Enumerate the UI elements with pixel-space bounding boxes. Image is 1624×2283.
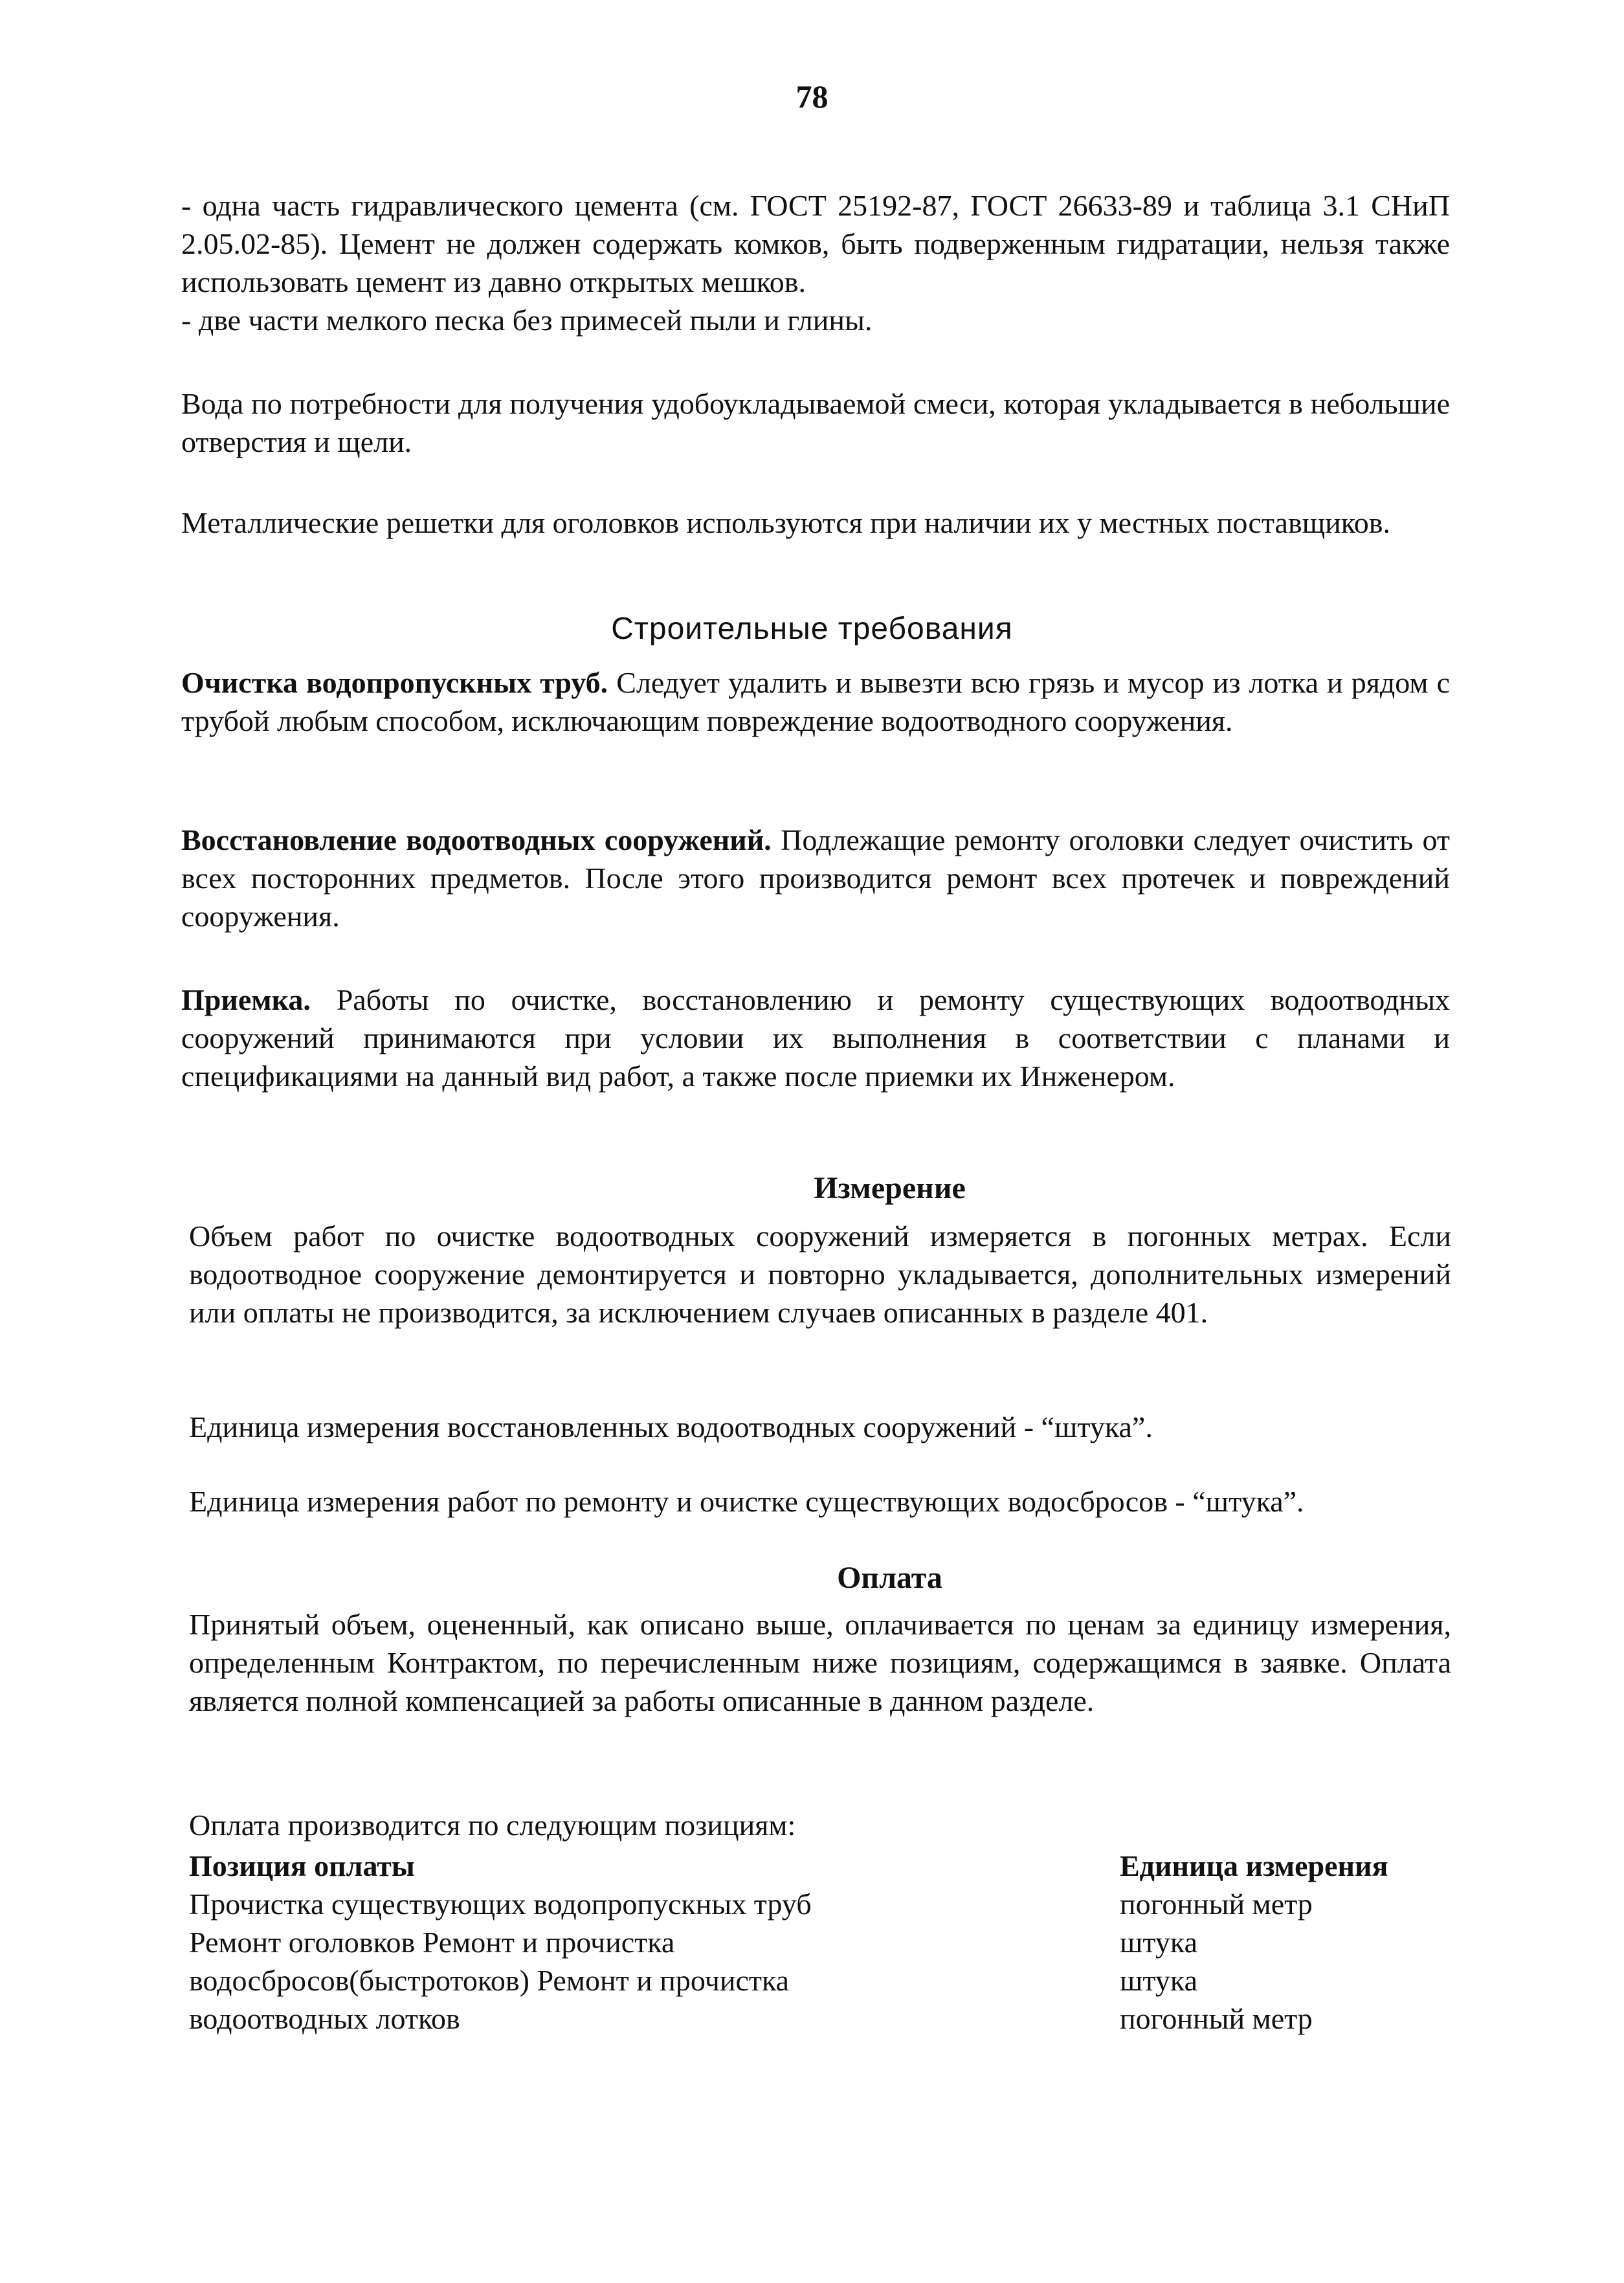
- cleaning-paragraph: [181, 663, 1450, 740]
- position-cell: Прочистка существующих водопропускных труб: [189, 1888, 812, 1921]
- sand-paragraph: - две части мелкого песка без примесей пыли и глины.: [181, 304, 873, 337]
- acceptance-paragraph: [181, 981, 1450, 1095]
- unit-cell: погонный метр: [1120, 1888, 1313, 1921]
- acceptance-title: Приемка.: [181, 983, 311, 1016]
- cement-paragraph: - одна часть гидравлического цемента (см. ГОСТ 25192-87, ГОСТ 26633-89 и таблица 3.1 СНиП 2.05.02-85). Цемент не должен содержать комков, быть подверженным гидратации, нельзя также использовать цемент из давно открытых мешков.: [181, 189, 1450, 298]
- cleaning-title: Очистка водопропускных труб.: [181, 666, 608, 699]
- cleaning-text: Следует удалить и вывезти всю грязь и мусор из лотка и рядом с трубой любым способом, исключающим повреждение водоотводного сооружения.: [181, 666, 1450, 737]
- payment-items-table: [189, 1847, 1451, 2038]
- page-number: 78: [795, 78, 829, 115]
- acceptance-text: Работы по очистке, восстановлению и ремонту существующих водоотводных сооружений принимаются при условии их выполнения в соответствии с планами и спецификациями на данный вид работ, а также после приемки их Инженером.: [181, 983, 1450, 1093]
- spillway-unit-text: Единица измерения работ по ремонту и очистке существующих водосбросов - “штука”.: [189, 1485, 1304, 1518]
- grating-paragraph: Металлические решетки для оголовков используются при наличии их у местных поставщиков.: [181, 506, 1390, 539]
- payment-items-intro: Оплата производится по следующим позициям:: [189, 1809, 796, 1842]
- measurement-heading: Измерение: [814, 1171, 966, 1205]
- table-row: [189, 1961, 1451, 1999]
- position-cell: Ремонт оголовков Ремонт и прочистка: [189, 1926, 675, 1959]
- restored-unit-text: Единица измерения восстановленных водоотводных сооружений - “штука”.: [189, 1410, 1153, 1443]
- restoration-text: Подлежащие ремонту оголовки следует очистить от всех посторонних предметов. После этого производится ремонт всех протечек и повреждений сооружения.: [181, 823, 1451, 933]
- table-row: [189, 1923, 1451, 1961]
- water-paragraph: Вода по потребности для получения удобоукладываемой смеси, которая укладывается в небольшие отверстия и щели.: [181, 387, 1450, 458]
- grating-paragraph-block: [181, 504, 1450, 542]
- water-paragraph-block: [181, 384, 1450, 461]
- position-cell: водоотводных лотков: [189, 2002, 460, 2035]
- position-cell: водосбросов(быстротоков) Ремонт и прочистка: [189, 1964, 790, 1997]
- restoration-paragraph: [181, 821, 1450, 935]
- unit-cell: погонный метр: [1120, 2002, 1313, 2035]
- payment-heading: Оплата: [837, 1561, 942, 1595]
- measurement-paragraph: [189, 1217, 1451, 1331]
- table-row: [189, 1885, 1451, 1923]
- payment-paragraph: [189, 1605, 1451, 1720]
- column-header-unit: Единица измерения: [1120, 1849, 1388, 1882]
- payment-text: Принятый объем, оцененный, как описано выше, оплачивается по ценам за единицу измерения, определенным Контрактом, по перечисленным ниже позициям, содержащимся в заявке. Оплата является полной компенсацией за работы описанные в данном разделе.: [189, 1608, 1451, 1717]
- table-header-row: [189, 1847, 1451, 1885]
- restoration-title: Восстановление водоотводных сооружений.: [181, 823, 772, 856]
- column-header-position: Позиция оплаты: [189, 1849, 415, 1882]
- restored-unit-paragraph: [189, 1408, 1451, 1446]
- measurement-text: Объем работ по очистке водоотводных сооружений измеряется в погонных метрах. Если водоотводное сооружение демонтируется и повторно укладывается, дополнительных измерений или оплаты не производится, за исключением случаев описанных в разделе 401.: [189, 1219, 1451, 1329]
- cement-paragraph-block: [181, 186, 1450, 339]
- construction-heading: Строительные требования: [611, 612, 1013, 646]
- table-row: [189, 1999, 1451, 2038]
- unit-cell: штука: [1120, 1964, 1197, 1997]
- payment-items-block: [189, 1806, 1451, 2038]
- unit-cell: штука: [1120, 1926, 1197, 1959]
- spillway-unit-paragraph: [189, 1482, 1451, 1520]
